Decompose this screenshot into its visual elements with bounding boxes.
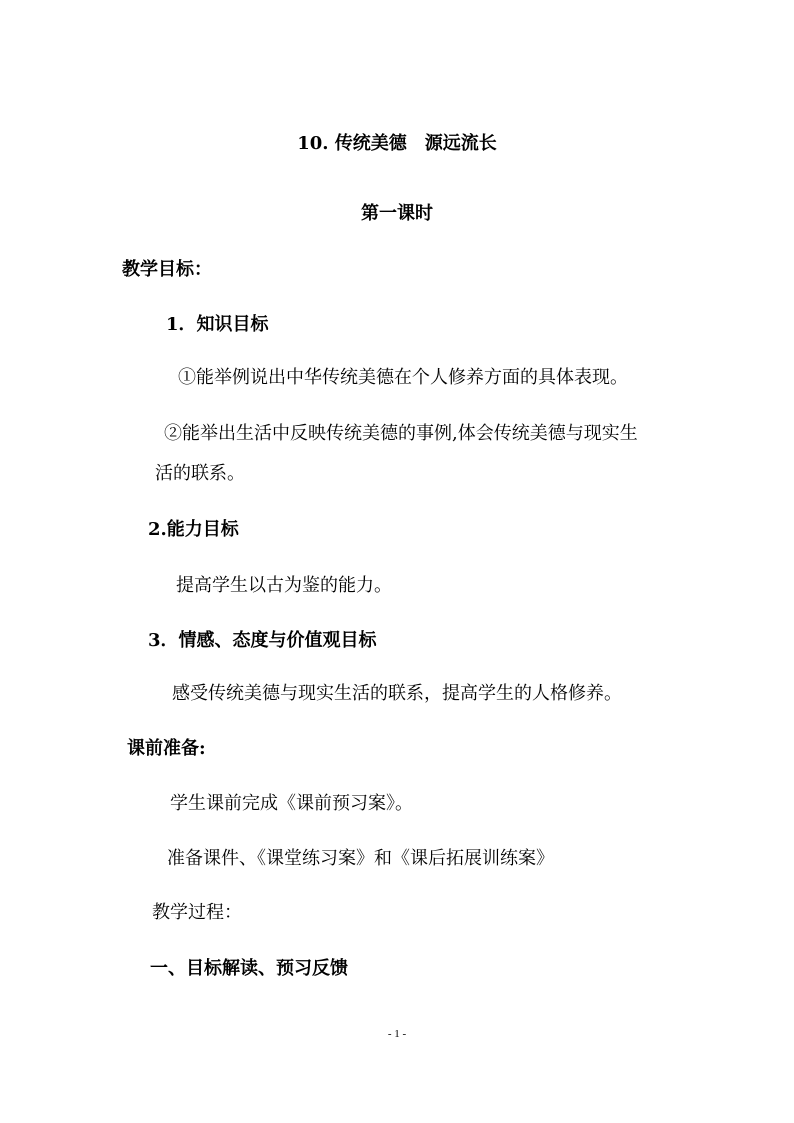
knowledge-goal-item-2-line-2: 活的联系。 — [155, 463, 245, 484]
emotion-goal-text: 感受传统美德与现实生活的联系，提高学生的人格修养。 — [172, 683, 622, 704]
knowledge-goals-heading: 1．知识目标 — [166, 314, 269, 335]
teaching-goals-heading: 教学目标： — [122, 259, 212, 280]
ability-goals-heading: 2.能力目标 — [148, 519, 239, 540]
process-section-1: 一、目标解读、预习反馈 — [150, 958, 348, 979]
ability-goal-text: 提高学生以古为鉴的能力。 — [176, 575, 392, 596]
preparation-item-1: 学生课前完成《课前预习案》。 — [170, 793, 413, 814]
knowledge-goal-item-2-line-1: ②能举出生活中反映传统美德的事例,体会传统美德与现实生 — [164, 423, 638, 444]
preparation-item-2: 准备课件、《课堂练习案》和《课后拓展训练案》 — [167, 848, 554, 869]
process-heading: 教学过程： — [152, 902, 242, 923]
lesson-subtitle: 第一课时 — [361, 203, 433, 224]
emotion-goals-heading: 3．情感、态度与价值观目标 — [148, 630, 377, 651]
page-number: - 1 - — [387, 1028, 407, 1040]
knowledge-goal-item-1: ①能举例说出中华传统美德在个人修养方面的具体表现。 — [178, 367, 628, 388]
preparation-heading: 课前准备: — [127, 738, 206, 759]
document-title: 10. 传统美德 源远流长 — [297, 133, 497, 154]
